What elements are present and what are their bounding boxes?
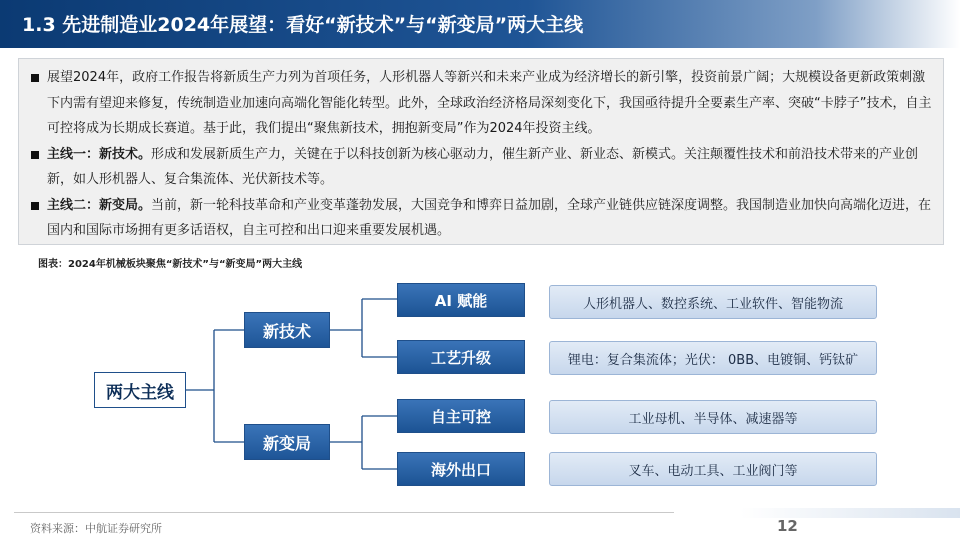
summary-text: 形成和发展新质生产力，关键在于以科技创新为核心驱动力，催生新产业、新业态、新模式。关注颠覆性技术和前沿技术带来的产业创新，如人形机器人、复合集流体、光伏新技术等。	[47, 146, 919, 187]
summary-text: 当前，新一轮科技革命和产业变革蓬勃发展，大国竞争和博弈日益加剧，全球产业链供应链深度调整。我国制造业加快向高端化迈进，在国内和国际市场拥有更多话语权，自主可控和出口迎来重要发展机遇。	[47, 197, 932, 238]
figure-caption: 图表：2024年机械板块聚焦“新技术”与“新变局”两大主线	[38, 259, 303, 270]
connector-new-change	[330, 416, 397, 469]
connector-root	[186, 330, 244, 442]
summary-text: 展望2024年，政府工作报告将新质生产力列为首项任务，人形机器人等新兴和未来产业成为经济增长的新引擎，投资前景广阔；大规模设备更新政策刺激下内需有望迎来修复，传统制造业加速向高端化智能化转型。此外，全球政治经济格局深刻变化下，我国亟待提升全要素生产率、突破“卡脖子”技术，自主可控将成为长期成长赛道。基于此，我们提出“聚焦新技术，拥抱新变局”作为2024年投资主线。	[47, 70, 932, 136]
footer-divider	[14, 512, 674, 513]
connector-new-tech	[330, 299, 397, 357]
branch-node-new-tech: 新技术	[244, 312, 330, 348]
footer-accent-bar	[740, 508, 960, 518]
leaf-node-ai: AI 赋能	[397, 283, 525, 317]
branch-node-new-change: 新变局	[244, 424, 330, 460]
desc-box-self-control: 工业母机、半导体、减速器等	[549, 400, 877, 434]
leaf-node-process-upgrade: 工艺升级	[397, 340, 525, 374]
mainline-label: 主线一：新技术。	[47, 146, 152, 162]
source-note: 资料来源：中航证券研究所	[30, 522, 162, 535]
leaf-node-self-control: 自主可控	[397, 399, 525, 433]
page-number: 12	[777, 517, 798, 535]
root-node: 两大主线	[94, 372, 186, 408]
desc-box-export: 叉车、电动工具、工业阀门等	[549, 452, 877, 486]
page-title: 1.3 先进制造业2024年展望：看好“新技术”与“新变局”两大主线	[22, 14, 584, 36]
desc-box-ai: 人形机器人、数控系统、工业软件、智能物流	[549, 285, 877, 319]
mainline-label: 主线二：新变局。	[47, 197, 152, 213]
desc-box-process-upgrade: 锂电：复合集流体；光伏： 0BB、电镀铜、钙钛矿	[549, 341, 877, 375]
leaf-node-export: 海外出口	[397, 452, 525, 486]
